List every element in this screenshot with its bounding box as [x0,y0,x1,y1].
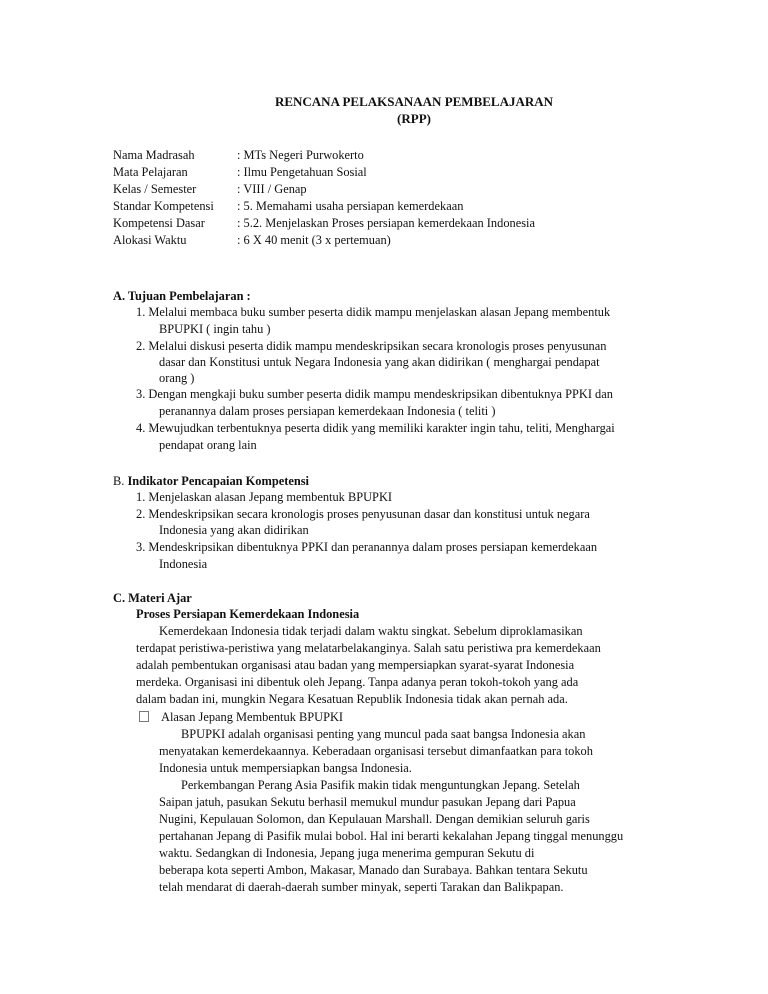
identity-label: Kompetensi Dasar [113,216,205,230]
document-subtitle: (RPP) [397,111,431,126]
indicator-line: Indonesia yang akan didirikan [159,523,309,537]
paragraph-line: Nugini, Kepulauan Solomon, dan Kepulauan Marshall. Dengan demikian seluruh garis [159,812,590,826]
paragraph-line: Perkembangan Perang Asia Pasifik makin tidak menguntungkan Jepang. Setelah [181,778,580,792]
objective-line: 4. Mewujudkan terbentuknya peserta didik yang memiliki karakter ingin tahu, teliti, Menghargai [136,421,615,435]
identity-value: : 5.2. Menjelaskan Proses persiapan kemerdekaan Indonesia [237,216,535,230]
objective-line: 3. Dengan mengkaji buku sumber peserta didik mampu mendeskripsikan dibentuknya PPKI dan [136,387,613,401]
section-a-heading: A. Tujuan Pembelajaran : [113,289,251,303]
section-b-heading [113,473,309,490]
paragraph-line: menyatakan kemerdekaannya. Keberadaan organisasi tersebut dimanfaatkan para tokoh [159,744,593,758]
identity-value: : Ilmu Pengetahuan Sosial [237,165,367,179]
objective-line: orang ) [159,371,195,385]
section-b-title: Indikator Pencapaian Kompetensi [127,474,309,488]
intro-line: adalah pembentukan organisasi atau badan yang mempersiapkan syarat-syarat Indonesia [136,658,575,672]
intro-line: dalam badan ini, mungkin Negara Kesatuan Republik Indonesia tidak akan pernah ada. [136,692,568,706]
objective-line: peranannya dalam proses persiapan kemerdekaan Indonesia ( teliti ) [159,404,496,418]
identity-label: Mata Pelajaran [113,165,188,179]
paragraph-line: BPUPKI adalah organisasi penting yang muncul pada saat bangsa Indonesia akan [181,727,586,741]
objective-line: dasar dan Konstitusi untuk Negara Indonesia yang akan didirikan ( menghargai pendapat [159,355,600,369]
bullet-title: Alasan Jepang Membentuk BPUPKI [161,710,344,724]
paragraph-line: pertahanan Jepang di Pasifik mulai bobol. Hal ini berarti kekalahan Jepang tinggal menunggu [159,829,624,843]
objective-line: BPUPKI ( ingin tahu ) [159,322,271,336]
paragraph-line: Indonesia untuk mempersiapkan bangsa Indonesia. [159,761,412,775]
paragraph-line: telah mendarat di daerah-daerah sumber minyak, seperti Tarakan dan Balikpapan. [159,880,564,894]
document-title: RENCANA PELAKSANAAN PEMBELAJARAN [274,94,554,109]
paragraph-line: beberapa kota seperti Ambon, Makasar, Manado dan Surabaya. Bahkan tentara Sekutu [159,863,588,877]
objective-line: pendapat orang lain [159,438,257,452]
section-b-prefix: B. [113,474,128,488]
intro-line: terdapat peristiwa-peristiwa yang melatarbelakanginya. Salah satu peristiwa pra kemerdekaan [136,641,601,655]
paragraph-line: Saipan jatuh, pasukan Sekutu berhasil memukul mundur pasukan Jepang dari Papua [159,795,576,809]
indicator-line: 2. Mendeskripsikan secara kronologis proses penyusunan dasar dan konstitusi untuk negara [136,507,590,521]
intro-line: merdeka. Organisasi ini dibentuk oleh Jepang. Tanpa adanya peran tokoh-tokoh yang ada [136,675,579,689]
objective-line: 1. Melalui membaca buku sumber peserta didik mampu menjelaskan alasan Jepang membentuk [136,305,611,319]
objective-line: 2. Melalui diskusi peserta didik mampu mendeskripsikan secara kronologis proses penyusunan [136,339,607,353]
paragraph-line: waktu. Sedangkan di Indonesia, Jepang juga menerima gempuran Sekutu di [159,846,535,860]
bullet-item [139,709,343,726]
identity-value: : 6 X 40 menit (3 x pertemuan) [237,233,391,247]
indicator-line: 1. Menjelaskan alasan Jepang membentuk BPUPKI [136,490,393,504]
indicator-line: 3. Mendeskripsikan dibentuknya PPKI dan peranannya dalam proses persiapan kemerdekaan [136,540,598,554]
indicator-line: Indonesia [159,557,208,571]
identity-label: Standar Kompetensi [113,199,214,213]
identity-value: : MTs Negeri Purwokerto [237,148,364,162]
identity-value: : 5. Memahami usaha persiapan kemerdekaan [237,199,464,213]
identity-label: Alokasi Waktu [113,233,187,247]
intro-line: Kemerdekaan Indonesia tidak terjadi dalam waktu singkat. Sebelum diproklamasikan [159,624,583,638]
bullet-box-icon [139,711,149,722]
identity-label: Kelas / Semester [113,182,197,196]
identity-value: : VIII / Genap [237,182,307,196]
section-c-subheading: Proses Persiapan Kemerdekaan Indonesia [136,607,360,621]
identity-label: Nama Madrasah [113,148,195,162]
section-c-heading: C. Materi Ajar [113,591,192,605]
